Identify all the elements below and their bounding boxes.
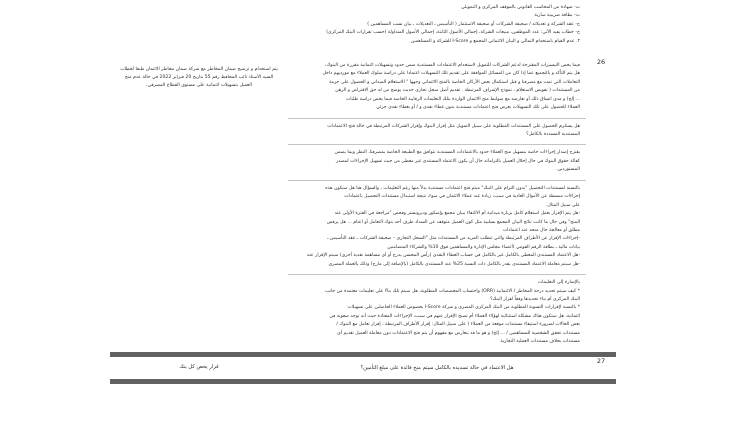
content-line: * بالنسبة لإقرارات التسوية المطلوبة من البنك المركزي المصري و شركة I-Score بخصوص العملاء الحاصلين على تسهيلات	[347, 305, 580, 311]
table-row	[110, 0, 616, 51]
content-line: ت- شهادة من المحاسب القانوني بالموقف المركزي و التمويلي	[461, 4, 580, 10]
table-row	[110, 58, 616, 352]
row-number-cell	[586, 0, 616, 51]
row-decision-cell	[110, 0, 288, 51]
content-block	[288, 119, 586, 146]
table-row	[110, 357, 616, 379]
content-block	[288, 0, 586, 51]
content-line	[294, 396, 580, 403]
content-block	[288, 181, 586, 275]
content-line: البنك المركزي أم بناء تحديدها وفقاً لقرار البنك؟	[490, 297, 580, 302]
row-content-cell	[288, 384, 586, 410]
row-gap	[110, 51, 616, 58]
content-line: هل يتم التأكد و بالتجميع عما إذا كان من المسائل الموافقة على تقديم تلك التسهيلات اعتمادا على دراسة سلوك العملاء مع مورديهم داخل	[322, 71, 580, 77]
content-line: * كيف سيتم تحديد درجة المخاطر / الائتمانية (ORR) واحتساب المخصصات المطلوبة، هل سيتم تلك بناءً على تعليمات معتمدة من جانب	[325, 288, 580, 294]
content-line: فيما يخص التيسيرات المقترحة لدعم الشركات للتمويل لاستخدام الاعتمادات المستندية ضمن حدود وتسهيلات ائتمانية مقررة من البنوك،	[324, 62, 580, 68]
row-content-cell	[288, 0, 586, 51]
row-decision-cell	[110, 357, 288, 379]
content-line: مستندات تحقق الشخصية للمساهمين / ... إلخ) و هو ما قد يتعارض مع مفهوم أن يتم فتح الاعتمادات دون معاملة العميل تقديم أي	[337, 330, 580, 336]
decision-text: قرار يخص كل بنك	[179, 363, 219, 370]
qa-table	[110, 0, 616, 410]
content-line: ... إلخ) و مدى اتساق ذلك أو تعارضه مع ضوابط منح الائتمان الواردة بتلك التعليمات الرقابية الخاصة فيما يخص دراسة طلبات	[345, 96, 580, 102]
content-line: على سبيل المثال.	[545, 202, 580, 208]
row-content-cell	[288, 58, 586, 352]
content-block	[288, 384, 586, 410]
decision-note: يتم استخدام و ترشيح ضمان المخاطر مع شركة ضمان مخاطر الائتمان طبقا لخطاب السيد الأستاذ نائب المحافظ رقم 55 بتاريخ 20 فبراير 2022 في حالة عدم منح العميل بتسهيلات ائتمانية على مستوى القطاع المصرفي.	[120, 66, 278, 88]
content-line: المستندية المسددة بالكامل؟	[526, 132, 580, 137]
content-line: من المستندات ( تفويض الاستعلام ، نموذج الإشراف المرتبطة . تقديم أصل سجل تجاري حديث يوضح من له حق الاقتراض و الرهن	[335, 88, 580, 94]
content-line: مستندات بخلاف مستندات العملية التجارية	[500, 339, 580, 345]
content-line: مطلق أو معالجة حال منحه عند اعتمادات	[502, 227, 580, 233]
content-line	[294, 388, 580, 395]
content-line: خ- خطاب يفيد الآتي: عدد الموظفين، مبيعات الشركة، إجمالي الأصول الثابتة، إجمالي الأصول المتداولة (حسب تقرارات البنك المركزي)	[326, 30, 580, 36]
content-line: العملاء للحصول على تلك التسهيلات بغرض فتح اعتمادات مستندية بدون غطاء نقدي و / أو بغطاء نقدي جزئي	[376, 105, 580, 111]
content-line: التعاملات التي تمت مع مصرفنا و قبل استكمال بعض الأركان الخاصة بالمنح الائتماني وجهها " الاستعلام الميداني و الحصول على حزمة	[329, 79, 580, 85]
content-line: -هل سيتم معاملة الاعتماد المستندي بقدر بالكامل ذات النسبة 25% عند المستندي بالكامل (بالإضافة إلى مارج) وذلك بالعملة المصرى	[328, 261, 580, 267]
content-line: ائتمانية، هل ستكون هناك مشكلة استثنائية لهؤلاء العملاء أم تصبح الإقرار عنهم في سبب، الإجراءات المعتادة حيث أنه توجد صعوبة في	[329, 313, 580, 319]
row-decision-cell	[110, 384, 288, 410]
content-line: إجراءات مبسطة عن الأموال العادية في سبب، زيادة عند عملاء الائتمان في سوء، نتيجة استبدال مستندات التحصيل باعتمادات	[344, 194, 580, 200]
row-number-cell: 27	[596, 356, 606, 365]
content-line: ٢. عدم القيام باستخدام التمالي و البيان الائتماني المجمع و I-Score للشركة و المساهمين	[410, 38, 580, 44]
content-line: بعض الحالات لضرورة استيفاء مستندات موقعة من العملاء ( على سبيل المثال: إقرار الأطراف المرتبطة ، إقرار تعامل مع البنوك /	[336, 322, 580, 328]
content-line: -هل يتم الإقرار بعمل استعلام كامل بزيارة ميدانية أم الاكتفاء ببيان مجمع وإسكور وديرونستر وفحص "مراجعة في الفترة الأولى عند	[334, 211, 580, 217]
row-number-cell	[586, 384, 616, 410]
table-row	[110, 384, 616, 410]
row-number-cell: 26	[596, 57, 606, 66]
content-line: ث- بطاقة ضريبية سارية	[534, 13, 580, 19]
content-block	[288, 145, 586, 180]
content-line	[294, 0, 580, 3]
content-line: بيانات مالية ـ بطاقة الرقم القومي لأعضاء مجلس الإدارة والمساهمين فوق 10% والشركاء المتضامنين	[387, 244, 580, 250]
content-line: ج- عقد الشركة و تعديلاته / صحيفة الشركات أو صحيفة الاستثمار ( التأسيس ـ التعديلات ـ بيان نسب المساهمين )	[367, 21, 580, 27]
content-line: المستوردين.	[556, 167, 580, 173]
row-decision-cell	[110, 58, 288, 352]
row-gap-cell	[586, 51, 616, 58]
content-line: يقترح إصدار إجراءات خاصة بتسهيل منح العملاء حدود بالاعتمادات المستندية تتوافق مع الطبيعة الخاصة بمصرفنا، النظر وبما يضمن	[334, 150, 580, 156]
content-block	[288, 275, 586, 352]
content-block	[288, 58, 586, 119]
row-gap-cell	[288, 51, 586, 58]
content-line: هل يستلزم الحصول على المستندات المطلوبة على سبيل التمويل مثل إقرار البنوك وإقرار الشركات المرتبطة في حالة فتح الاعتمادات	[327, 123, 580, 129]
row-gap-cell	[110, 51, 288, 58]
content-line: كفالة حقوق البنوك في حال إخلال العميل بالتزاماته حال أن يكون الاعتماد المستندي غير مغطى من حيث تسهيل الإجراءات لمصدر	[335, 158, 580, 164]
row-content-cell	[288, 357, 586, 379]
content-line: -إجراءات الإقرار عن الأطراف المرتبطة والتي تتطلب المزيد من المستندات مثل "السجل التجاري – صحيفة الشركات ـ عقد التأسيس ـ	[327, 236, 580, 242]
content-line: بالإشارة إلى التعليمات	[537, 280, 580, 286]
content-line: المنح" وفي حال ما كانت نتائج البيان المجمع بسلبية مثل كون العميل متوقف عن السداد طرف أحد بنوك التعامل أو اعتام ... هل يرفض	[326, 219, 580, 225]
content-line: -هل الاعتماد المستندي المغطى بالكامل غير بالكامل في حساب الغطاء النقدي (رأس المحسن يدرج أو أي مساهمة نقدية أخرى) سيتم الإقرار عنه	[307, 253, 580, 259]
question-text: هل الاعتماد في حالة تسديده بالكامل سيتم منح فائدة على مبلغ التأمين؟	[360, 364, 514, 371]
content-line: بالنسبة لمستندات التحصيل "بدون التزام على البنك" ميتم فتح اعتمادات مستندية بدلاً منها رغم التعليمات ، والسؤال هنا هل ستكون هذه	[325, 185, 580, 191]
